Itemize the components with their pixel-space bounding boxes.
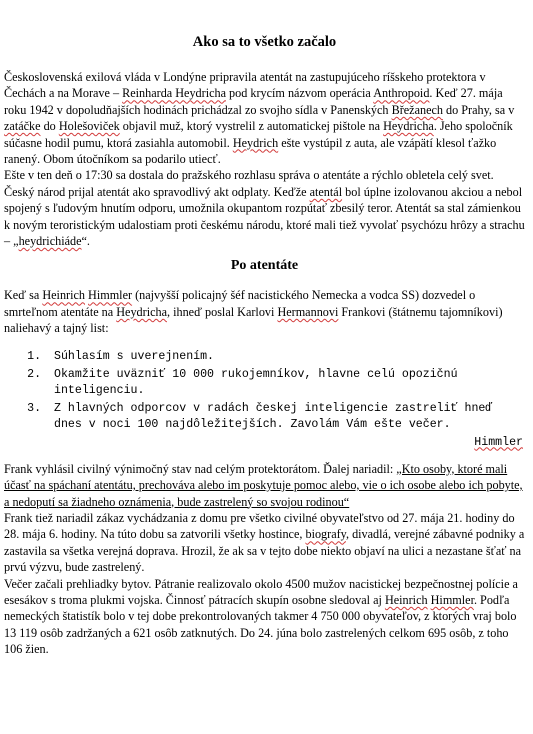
text-span: , ihneď poslal Karlovi: [167, 304, 278, 319]
document-title: Ako sa to všetko začalo: [192, 34, 337, 50]
text-span: Frank vyhlásil civilný výnimočný stav nad celým protektorátom. Ďalej nariadil:: [4, 461, 397, 476]
spellcheck-word: Holešoviček: [58, 119, 120, 134]
text-span: , divadlá, verejné zábavné podniky a zastavila sa všetka verejná doprava. Hrozil, že ak sa v tejto dobe niekto objaví na ulici a nezastane šťať na prvú výzvu, bude zastrelený.: [4, 527, 525, 575]
paragraph-broadcast: [4, 167, 525, 249]
spellcheck-word: atentál: [309, 184, 343, 199]
paragraph-curfew: [4, 510, 525, 576]
text-span: (najvyšší policajný šéf nacistického Nemecka a vodca SS) dozvedel o smrteľnom atentáte na: [4, 288, 476, 319]
letter-list: [4, 349, 525, 433]
spellcheck-word: Himmler: [430, 592, 474, 607]
spellcheck-word: Himmler: [88, 288, 133, 303]
spellcheck-word: Hermannovi: [277, 304, 339, 319]
paragraph-frank-order: [4, 461, 525, 510]
letter-item: 2. Okamžite uväzniť 10 000 rukojemníkov, hlavne celú opozičnú inteligenciu.: [48, 367, 525, 399]
spellcheck-word: Heydrich: [232, 135, 279, 150]
text-span: bol úplne izolovanou akciou a nebol spojený s ľudovým hnutím odporu, umožnila okupantom rozpútať zbesilý teror. Atentát sa stal zámienkou k novým teroristickým udalostiam proti českému národu, ktoré mali tiež vyvolať psychózu hrôzy a strachu – „: [4, 184, 525, 249]
paragraph-himmler: [4, 287, 525, 336]
text-span: ešte vystúpil z auta, ale vzápätí klesol ťažko ranený. Obom útočníkom sa podarilo utiecť.: [4, 135, 497, 167]
letter-signature: [4, 435, 523, 451]
spellcheck-word: zatáčke: [4, 119, 41, 134]
letter-item: 1. Súhlasím s uverejnením.: [48, 349, 525, 365]
spellcheck-word: Heinrich: [384, 592, 428, 607]
spellcheck-word: heydrichiáde: [18, 234, 82, 249]
spellcheck-word: Anthropoid: [373, 86, 430, 101]
text-span: Československá exilová vláda v Londýne pripravila atentát na zastupujúceho ríšskeho protektora v Čechách a na Morave –: [4, 70, 486, 101]
text-span: “.: [81, 234, 90, 249]
text-span: do: [40, 119, 59, 134]
text-span: . Jeho spoločník súčasne hodil pumu, ktorá zasiahla automobil.: [4, 119, 513, 150]
letter-item: 3. Z hlavných odporcov v radách českej inteligencie zastreliť hneď dnes v noci 100 najdôležitejších. Zavolám Vám ešte večer.: [48, 401, 525, 433]
signature-text: Himmler: [474, 435, 523, 449]
text-span: objavil muž, ktorý vystrelil z automatickej pištole na: [119, 119, 384, 134]
text-span: Keď sa: [4, 288, 43, 303]
text-span: Frankovi (štátnemu tajomníkovi) naliehavý a tajný list:: [4, 304, 503, 336]
quoted-order: „Kto osoby, ktoré mali účasť na spáchaní atentátu, prechováva alebo im poskytuje pomoc alebo, vie o ich osobe alebo ich pobyte, a nedoputí sa žiadneho oznámenia, bude zastrelený so svojou rodinou“: [4, 461, 523, 509]
spellcheck-word: Heydricha: [383, 119, 434, 134]
section-heading: Po atentáte: [230, 258, 299, 274]
text-span: . Podľa nemeckých štatistík bolo v tej dobe prekontrolovaných takmer 4 750 000 obyvateľov, z ktorých vraj bolo 13 119 osôb zadržaných a 621 osôb zatknutých. Do 24. júna bolo zastrelených celkom 695 osôb, z toho 106 žien.: [4, 592, 517, 657]
paragraph-intro: [4, 69, 525, 167]
text-span: Ešte v ten deň o 17:30 sa dostala do pražského rozhlasu správa o atentáte a rýchlo obletela celý svet. Český národ prijal atentát ako spravodlivý akt odplaty. Keďže: [4, 168, 494, 199]
spellcheck-word: Heinrich: [42, 288, 85, 303]
spellcheck-word: Břežanech: [391, 102, 443, 117]
text-span: Večer začali prehliadky bytov. Pátranie realizovalo okolo 4500 mužov nacistickej bezpečnostnej polície a esesákov s troma plukmi vojska. Činnosť pátracích skupín osobne sledoval aj: [4, 576, 518, 607]
spellcheck-word: biografy: [305, 527, 346, 542]
text-span: . Keď 27. mája roku 1942 v dopoludňajších hodinách prichádzal zo svojho sídla v Panenských: [4, 86, 503, 117]
text-span: Frank tiež nariadil zákaz vychádzania z domu pre všetko civilné obyvateľstvo od 27. mája 21. hodiny do 28. mája 6. hodiny. Na túto dobu sa zatvorili všetky hostince,: [4, 510, 515, 542]
spellcheck-word: Reinharda Heydricha: [122, 86, 226, 101]
paragraph-searches: [4, 576, 525, 658]
text-span: pod krycím názvom operácia: [226, 86, 374, 101]
text-span: do Prahy, sa v: [443, 102, 515, 117]
spellcheck-word: Heydricha: [116, 304, 167, 319]
